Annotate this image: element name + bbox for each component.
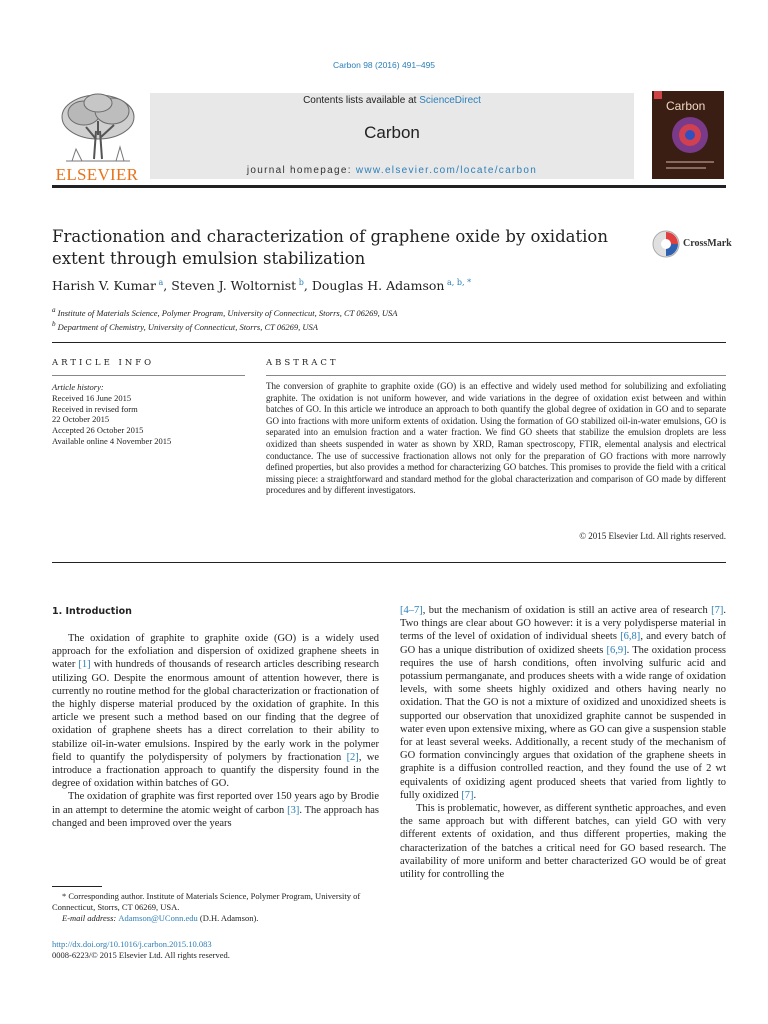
homepage-link[interactable]: www.elsevier.com/locate/carbon bbox=[355, 165, 538, 176]
citation-link[interactable]: Carbon 98 (2016) 491–495 bbox=[332, 60, 436, 70]
body-text: . The oxidation process requires the use of harsh conditions, often involving sulfuric acid and potassium permanganate, and produces sheets with a wide range of oxidation levels, with some sheets highly oxidized and others having nearly no oxidation. That the GO is not a mixture of oxidized and unoxidized sheets is supported our observation that unoxidized graphite cannot be suspended in water even upon extensive mixing, where as GO can give a suspension stable for at least several weeks. Additionally, a recent study of the mechanism of GO formation convincingly argues that oxidation of the graphene sheets in graphite is a diffusion controlled reaction, and they found the use of 2 wt equivalents of oxidizing agent produced sheets that varied from lightly to fully oxidized bbox=[400, 644, 726, 801]
elsevier-tree-icon bbox=[56, 91, 140, 165]
journal-title: Carbon bbox=[364, 123, 420, 142]
corresponding-author-note: * Corresponding author. Institute of Materials Science, Polymer Program, University of Connecticut, Storrs, CT 06269, USA. bbox=[52, 891, 361, 912]
author-name: Harish V. Kumar bbox=[52, 278, 156, 294]
publisher-name: ELSEVIER bbox=[55, 165, 139, 184]
body-text: , we introduce a fractionation approach to quantify the dispersity found in the degree of oxidation within batches of GO. bbox=[52, 751, 379, 790]
author-list bbox=[52, 278, 652, 293]
body-text: , and every batch of GO has a unique distribution of oxidized sheets bbox=[400, 631, 727, 656]
body-text: This is problematic, however, as different synthetic approaches, and even the same approach but with different batches, can yield GO with very different extents of oxidation, and thus different properties, making the characterization of the batches a critical need for GO based research. The availability of more uniform and better characterized GO would be of great utility for controlling the bbox=[400, 803, 726, 881]
contents-prefix: Contents lists available at bbox=[303, 95, 420, 106]
info-top-rule bbox=[52, 342, 726, 343]
author-separator: , bbox=[163, 278, 172, 294]
citation-ref-link[interactable]: [7] bbox=[711, 605, 724, 616]
citation-ref-link[interactable]: [6,9] bbox=[606, 644, 627, 656]
history-item: Received 16 June 2015 bbox=[52, 392, 132, 403]
body-text: The oxidation of graphite was first reported over 150 years ago by Brodie in an attempt to determine the atomic weight of carbon bbox=[52, 791, 379, 816]
issn-line: 0008-6223/© 2015 Elsevier Ltd. All rights reserved. bbox=[52, 950, 230, 960]
author-separator: , bbox=[303, 278, 312, 294]
citation-ref-link[interactable]: [4–7] bbox=[400, 605, 423, 616]
article-title: Fractionation and characterization of graphene oxide by oxidation extent through emulsion stabilization bbox=[52, 227, 608, 268]
history-item: Available online 4 November 2015 bbox=[52, 435, 172, 446]
citation-ref-link[interactable]: [7] bbox=[461, 789, 474, 801]
doi-link[interactable]: http://dx.doi.org/10.1016/j.carbon.2015.10.083 bbox=[52, 939, 212, 949]
journal-cover-image bbox=[652, 91, 724, 179]
homepage-line bbox=[150, 165, 634, 176]
citation-ref-link[interactable]: [6,8] bbox=[620, 631, 641, 643]
affiliation-mark: a bbox=[52, 306, 56, 314]
email-note bbox=[52, 913, 379, 924]
crossmark-badge[interactable] bbox=[652, 229, 732, 259]
journal-masthead bbox=[52, 91, 726, 183]
intro-right-column bbox=[400, 604, 726, 881]
history-item: Accepted 26 October 2015 bbox=[52, 425, 144, 436]
abstract-heading: ABSTRACT bbox=[266, 358, 339, 368]
affiliation-text: Department of Chemistry, University of Connecticut, Storrs, CT 06269, USA bbox=[55, 322, 318, 333]
author-affiliation-mark[interactable]: b bbox=[296, 278, 304, 287]
author-name: Douglas H. Adamson bbox=[311, 278, 445, 294]
crossmark-icon bbox=[652, 229, 680, 259]
citation-ref-link[interactable]: [1] bbox=[78, 659, 91, 671]
body-paragraph bbox=[400, 604, 726, 802]
email-link[interactable]: Adamson@UConn.edu bbox=[118, 913, 198, 923]
cover-title: Carbon bbox=[666, 99, 706, 113]
citation-ref-link[interactable]: [2] bbox=[346, 751, 359, 763]
article-info-rule bbox=[52, 375, 245, 376]
history-list bbox=[52, 393, 245, 447]
affiliation-text: Institute of Materials Science, Polymer Program, University of Connecticut, Storrs, CT 06269, USA bbox=[55, 307, 398, 318]
abstract-copyright: © 2015 Elsevier Ltd. All rights reserved. bbox=[579, 531, 726, 541]
journal-header-box bbox=[150, 93, 634, 179]
abstract-text: The conversion of graphite to graphite oxide (GO) is an effective and widely used method for solubilizing and exfoliating graphite. The oxidation is not uniform however, and wide variations in the degree of oxidation exist between and within batches of GO. In this article we introduce an approach to both quantify the global degree of oxidation in GO and to separate GO into fractions with more uniform extents of oxidation. Using the formation of GO stabilized oil-in-water emulsions, GO is separated into an emulsion fraction and a water fraction. We find GO sheets that stabilize the emulsion droplets are less oxidized than sheets suspended in water as shown by XRD, Raman spectroscopy, FTIR, elemental analysis and electrical conductance. The use of successive fractionation allows not only for the preparation of GO fractions with more narrowly defined properties, but also provides a method for characterizing GO batches. This promises to provide the field with a critical missing piece: a straightforward and standard method for the global characterization and comparison of GO made by different procedures and by different investigators. bbox=[266, 381, 726, 496]
body-text: . bbox=[473, 789, 477, 801]
body-text: . Two things are clear about GO however: it is a very polydisperse material in terms of the level of oxidation of individual sheets bbox=[400, 605, 726, 643]
footnote-rule bbox=[52, 886, 102, 887]
publisher-logo bbox=[52, 91, 144, 183]
body-text: The oxidation of graphite to graphite oxide (GO) is a widely used approach for the exfoliation and dispersion of oxidized graphene sheets in water bbox=[52, 633, 379, 671]
masthead-divider bbox=[52, 185, 726, 188]
body-paragraph bbox=[400, 802, 726, 881]
footnote bbox=[52, 891, 379, 924]
email-label: E-mail address: bbox=[62, 913, 119, 923]
body-text: , but the mechanism of oxidation is still an active area of research bbox=[422, 605, 712, 616]
history-label: Article history: bbox=[52, 382, 104, 392]
info-bottom-rule bbox=[52, 562, 726, 563]
history-item: Received in revised form bbox=[52, 403, 138, 414]
contents-line bbox=[150, 95, 634, 106]
affiliations bbox=[52, 305, 652, 334]
author-affiliation-mark[interactable]: a bbox=[155, 278, 164, 287]
intro-heading: 1. Introduction bbox=[52, 606, 132, 617]
article-history bbox=[52, 382, 245, 447]
email-suffix: (D.H. Adamson). bbox=[197, 913, 259, 923]
history-item: 22 October 2015 bbox=[52, 414, 110, 425]
affiliation-line bbox=[52, 319, 652, 333]
body-text: . The approach has changed and been improved over the years bbox=[52, 804, 380, 829]
article-info-heading: ARTICLE INFO bbox=[52, 358, 155, 368]
body-paragraph bbox=[52, 790, 379, 830]
affiliation-line bbox=[52, 305, 652, 319]
crossmark-label: CrossMark bbox=[683, 238, 732, 249]
intro-left-column bbox=[52, 632, 379, 830]
homepage-prefix: journal homepage: bbox=[246, 165, 356, 176]
abstract-rule bbox=[266, 375, 726, 376]
author-affiliation-mark[interactable]: a, b, * bbox=[444, 278, 472, 287]
body-paragraph bbox=[52, 632, 379, 790]
citation-ref-link[interactable]: [3] bbox=[287, 804, 300, 816]
author-name: Steven J. Woltornist bbox=[171, 278, 297, 294]
sciencedirect-link[interactable]: ScienceDirect bbox=[419, 95, 481, 106]
body-text: with hundreds of thousands of research articles describing research utilizing GO. Despite the enormous amount of attention however, there is currently no routine method for the global characterization or fractionation of the highly disperse material produced by the oxidation of graphite. In this article we present such a method based on our finding that the degree of oxidation of graphene sheets has a direct correlation to their ability to stabilize oil-in-water emulsions. Inspired by the early work in the polymer field to quantify the polydispersity of polymers by fractionation bbox=[52, 659, 379, 763]
affiliation-mark: b bbox=[52, 320, 56, 329]
